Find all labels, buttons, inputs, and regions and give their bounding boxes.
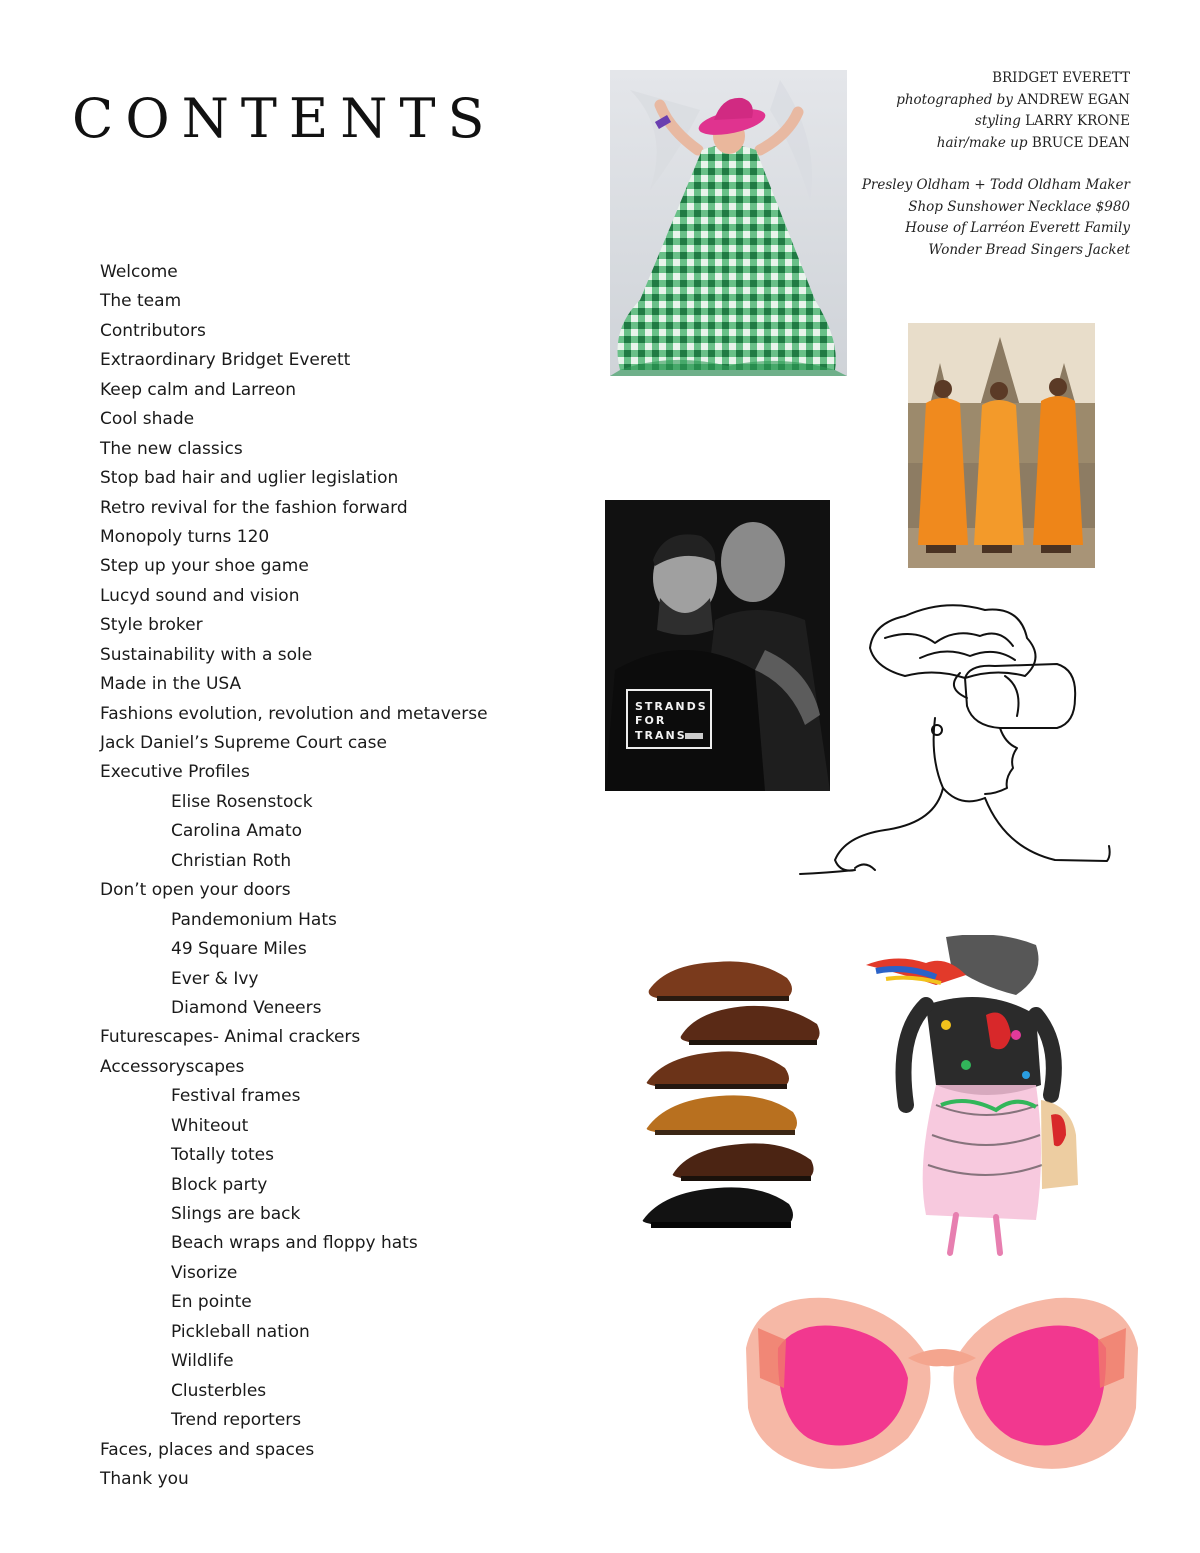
cover-credits [862,68,1130,261]
toc-subentry[interactable]: 49 Square Miles [171,939,307,960]
toc-subentry[interactable]: En pointe [171,1292,252,1313]
toc-entry[interactable]: Lucyd sound and vision [100,585,300,606]
toc-entry[interactable]: Jack Daniel’s Supreme Court case [100,733,387,753]
toc-subentry[interactable]: Slings are back [171,1204,301,1224]
tshirt-text-line: TRANS [635,729,687,742]
cover-photo-bridget-everett [610,70,847,376]
toc-entry[interactable]: Made in the USA [100,674,242,695]
toc-entry[interactable]: Sustainability with a sole [100,644,313,665]
toc-entry[interactable]: Don’t open your doors [100,880,291,901]
toc-subentry[interactable]: Pickleball nation [171,1321,310,1342]
toc-entry[interactable]: Executive Profiles [100,762,250,783]
toc-entry[interactable]: Accessoryscapes [100,1056,245,1077]
credit-wardrobe-line: House of Larréon Everett Family [905,220,1130,236]
toc-entry[interactable]: Cool shade [100,409,195,430]
page-title: CONTENTS [72,87,497,150]
toc-subentry[interactable]: Trend reporters [171,1410,302,1431]
toc-entry[interactable]: Keep calm and Larreon [100,379,297,400]
photo-pink-sunglasses [738,1288,1146,1476]
toc-entry[interactable]: Step up your shoe game [100,556,309,577]
toc-subentry[interactable]: Wildlife [171,1351,234,1372]
bridget-everett-photo [610,70,847,376]
toc-entry[interactable]: Contributors [100,320,206,341]
toc-subentry[interactable]: Ever & Ivy [171,968,259,989]
monks-temple-photo [908,323,1095,568]
toc-subentry[interactable]: Clusterbles [171,1380,267,1401]
illustration-parrot-fashion [866,935,1096,1257]
toc-subentry[interactable]: Christian Roth [171,850,292,871]
toc-entry[interactable]: Fashions evolution, revolution and metaverse [100,703,488,724]
toc-entry[interactable]: Extraordinary Bridget Everett [100,350,351,371]
toc-entry[interactable]: Thank you [100,1468,189,1489]
toc-subentry[interactable]: Totally totes [171,1145,274,1166]
toc-entry[interactable]: Futurescapes- Animal crackers [100,1027,361,1048]
toc-entry[interactable]: Welcome [100,262,178,282]
toc-entry[interactable]: Style broker [100,615,203,636]
toc-entry[interactable]: Stop bad hair and uglier legislation [100,468,399,489]
toc-entry[interactable]: Faces, places and spaces [100,1439,315,1460]
credit-styling: styling LARRY KRONE [974,113,1130,129]
toc-subentry[interactable]: Diamond Veneers [171,997,322,1018]
credit-hair-makeup: hair/make up BRUCE DEAN [936,134,1130,151]
toc-subentry[interactable]: Elise Rosenstock [171,791,313,812]
table-of-contents [100,258,488,1494]
stacked-oxford-shoes [637,950,827,1250]
vr-headset-line-drawing [795,598,1115,880]
credit-wardrobe-line: Presley Oldham + Todd Oldham Maker [861,177,1130,193]
toc-subentry[interactable]: Festival frames [171,1086,301,1107]
toc-subentry[interactable]: Pandemonium Hats [171,909,337,930]
toc-entry[interactable]: The new classics [100,438,243,459]
toc-subentry[interactable]: Block party [171,1174,268,1195]
pink-cat-eye-sunglasses [738,1288,1146,1476]
parrot-fashion-illustration [866,935,1096,1257]
tshirt-text-line: STRANDS [635,700,708,713]
toc-subentry[interactable]: Carolina Amato [171,821,303,842]
photo-monks-temple [908,323,1095,568]
credit-photographer: photographed by ANDREW EGAN [896,91,1130,108]
toc-entry[interactable]: The team [100,291,182,312]
credit-wardrobe-line: Shop Sunshower Necklace $980 [908,198,1130,215]
credit-wardrobe-line: Wonder Bread Singers Jacket [928,241,1130,258]
credit-subject: BRIDGET EVERETT [992,70,1130,86]
line-drawing-vr-head [795,598,1115,880]
photo-stacked-shoes [637,950,827,1250]
toc-entry[interactable]: Monopoly turns 120 [100,526,270,547]
toc-subentry[interactable]: Whiteout [171,1115,249,1136]
toc-subentry[interactable]: Visorize [171,1262,238,1283]
toc-entry[interactable]: Retro revival for the fashion forward [100,497,408,518]
toc-subentry[interactable]: Beach wraps and floppy hats [171,1233,418,1254]
tshirt-text-line: FOR [635,714,667,727]
